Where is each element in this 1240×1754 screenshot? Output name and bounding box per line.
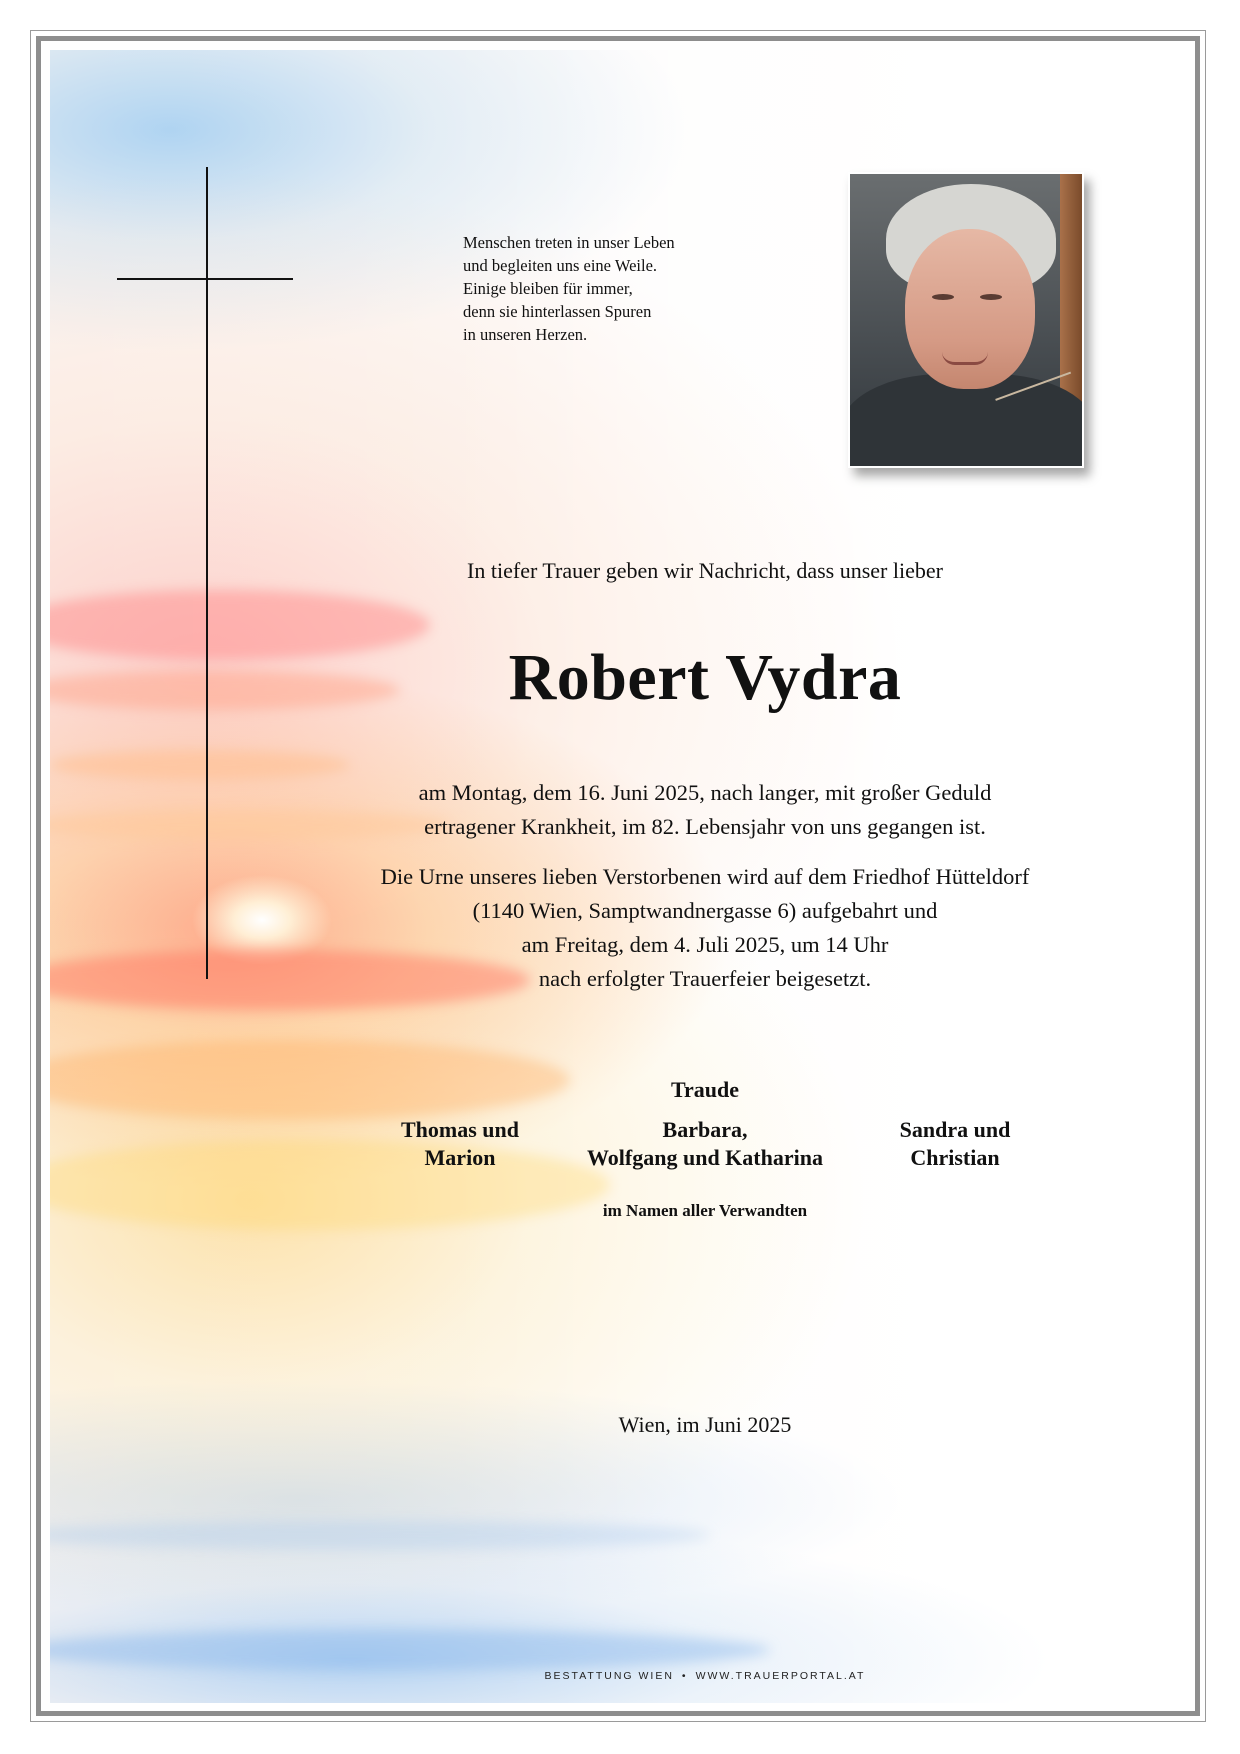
cloud-band — [50, 1630, 770, 1670]
cloud-band — [50, 1040, 570, 1120]
poem-line: in unseren Herzen. — [463, 325, 588, 344]
funeral-line: Die Urne unseres lieben Verstorbenen wird auf dem Friedhof Hütteldorf — [380, 864, 1030, 889]
footer — [300, 1670, 1110, 1682]
footer-company: BESTATTUNG WIEN — [544, 1670, 674, 1682]
funeral-line: nach erfolgter Trauerfeier beigesetzt. — [538, 966, 872, 991]
photo-mouth — [942, 352, 988, 365]
mourner-line: Sandra und — [899, 1117, 1011, 1142]
photo-face — [905, 229, 1035, 389]
mourner-top: Traude — [670, 1077, 740, 1102]
funeral-line: am Freitag, dem 4. Juli 2025, um 14 Uhr — [521, 932, 889, 957]
poem-line: Menschen treten in unser Leben — [463, 233, 675, 252]
family-note: im Namen aller Verwandten — [602, 1201, 808, 1220]
death-line: ertragener Krankheit, im 82. Lebensjahr von uns gegangen ist. — [424, 814, 986, 839]
mourner-left — [380, 1116, 540, 1172]
poem-line: und begleiten uns eine Weile. — [463, 256, 658, 275]
death-paragraph — [300, 776, 1110, 844]
mourner-line: Barbara, — [662, 1117, 748, 1142]
poem-line: Einige bleiben für immer, — [463, 279, 633, 298]
death-line: am Montag, dem 16. Juni 2025, nach langer, mit großer Geduld — [418, 780, 992, 805]
deceased-name: Robert Vydra — [508, 641, 902, 714]
mourner-line: Thomas und — [400, 1117, 519, 1142]
mourner-line: Marion — [424, 1145, 496, 1170]
funeral-paragraph — [300, 860, 1110, 996]
announcement-intro: In tiefer Trauer geben wir Nachricht, dass unser lieber — [467, 558, 943, 583]
footer-website-link[interactable]: WWW.TRAUERPORTAL.AT — [695, 1670, 866, 1682]
mourner-line: Wolfgang und Katharina — [587, 1145, 823, 1170]
cross-horizontal-line — [117, 278, 293, 280]
mourner-right — [875, 1116, 1035, 1172]
place-date: Wien, im Juni 2025 — [618, 1412, 792, 1437]
cross-vertical-line — [206, 167, 208, 979]
mourner-line: Christian — [910, 1145, 1000, 1170]
portrait-photo — [848, 172, 1084, 468]
photo-eye-right — [980, 294, 1002, 300]
cloud-band — [50, 1520, 710, 1550]
mourner-middle — [555, 1116, 855, 1172]
poem-line: denn sie hinterlassen Spuren — [463, 302, 652, 321]
footer-separator: • — [681, 1670, 688, 1682]
poem — [463, 231, 763, 346]
photo-eye-left — [932, 294, 954, 300]
funeral-line: (1140 Wien, Samptwandnergasse 6) aufgebahrt und — [472, 898, 938, 923]
